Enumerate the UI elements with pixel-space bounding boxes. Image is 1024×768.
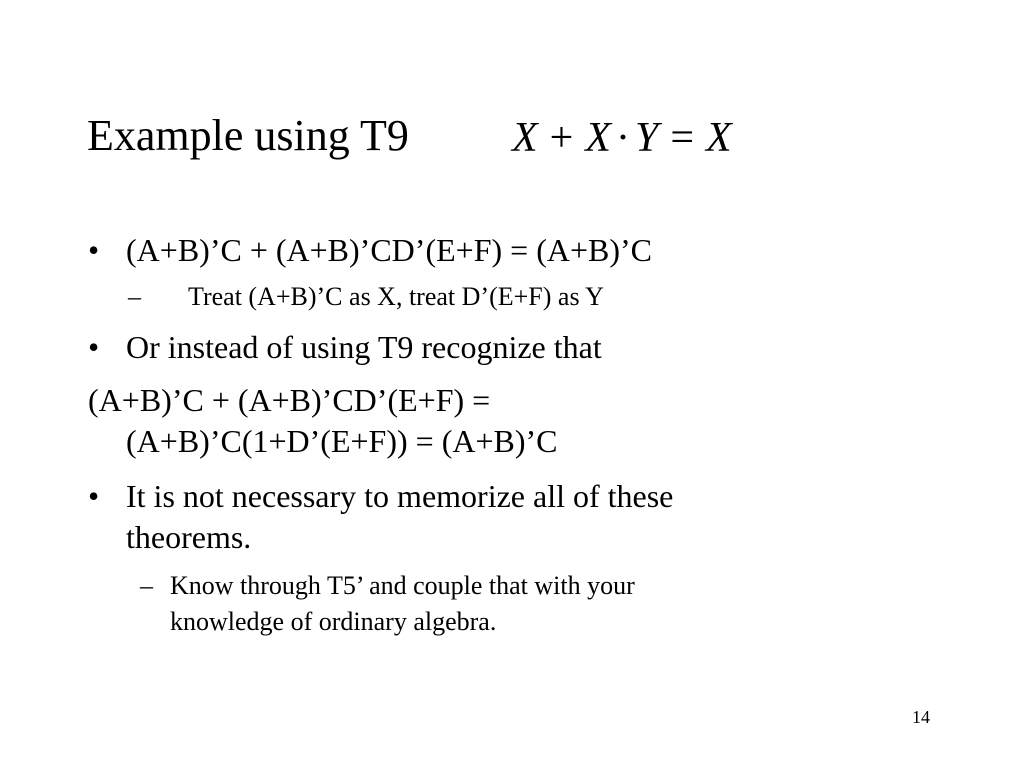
equation-line: (A+B)’C(1+D’(E+F)) = (A+B)’C (126, 423, 558, 459)
formula-var-x: X (706, 115, 732, 161)
formula-dot: · (616, 115, 630, 161)
bullet-text: It is not necessary to memorize all of these (126, 478, 674, 514)
bullet-text: (A+B)’C + (A+B)’CD’(E+F) = (A+B)’C (126, 232, 652, 268)
formula-var-x: X (585, 115, 611, 161)
bullet-marker: • (88, 478, 100, 514)
bullet-marker: • (88, 329, 100, 365)
bullet-marker: • (88, 232, 100, 268)
formula-var-x: X (512, 115, 538, 161)
slide-title: Example using T9 (87, 111, 409, 160)
sub-bullet-marker: – (128, 282, 141, 311)
sub-bullet-text: Treat (A+B)’C as X, treat D’(E+F) as Y (188, 282, 604, 311)
sub-bullet-marker: – (140, 571, 153, 600)
sub-bullet-text: Know through T5’ and couple that with your (170, 571, 635, 600)
bullet-text: theorems. (126, 519, 252, 555)
theorem-formula (512, 110, 732, 166)
sub-bullet-text: knowledge of ordinary algebra. (170, 607, 497, 636)
equation-line: (A+B)’C + (A+B)’CD’(E+F) = (88, 382, 491, 418)
page-number: 14 (912, 707, 930, 727)
formula-plus: + (549, 115, 574, 161)
formula-var-y: Y (635, 115, 659, 161)
formula-equals: = (670, 115, 695, 161)
bullet-text: Or instead of using T9 recognize that (126, 329, 602, 365)
